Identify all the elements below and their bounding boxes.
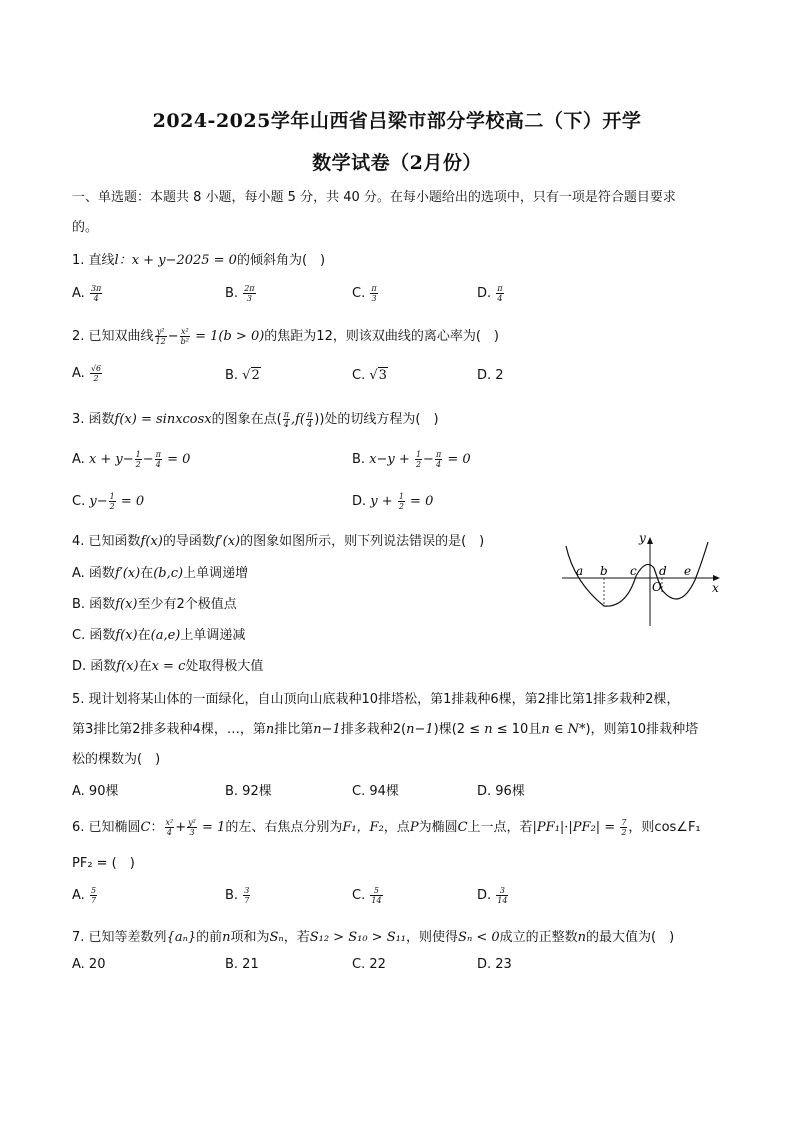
- denominator: 2: [93, 374, 99, 383]
- numerator: 3: [244, 886, 250, 895]
- minus-sign: −: [167, 329, 179, 344]
- numerator: x²: [180, 327, 189, 336]
- label-origin: O: [652, 580, 662, 594]
- q5-stem-line3: 松的棵数为( ): [72, 752, 161, 767]
- q2-option-a[interactable]: [72, 364, 103, 383]
- numerator: π: [283, 410, 289, 419]
- denominator: 12: [155, 337, 166, 346]
- q7-option-d[interactable]: D. 23: [477, 957, 512, 972]
- q3-option-c[interactable]: [72, 492, 144, 511]
- text: ，若: [283, 930, 310, 945]
- denominator: 2: [109, 502, 115, 511]
- numerator: π: [307, 410, 313, 419]
- numerator: 1: [109, 492, 115, 501]
- q6-option-b[interactable]: [225, 886, 251, 905]
- fraction: [90, 886, 97, 905]
- option-label: C.: [352, 888, 366, 903]
- q7-stem: [72, 926, 674, 945]
- math: n: [577, 930, 587, 945]
- fraction: [90, 284, 102, 303]
- denominator: 3: [189, 828, 195, 837]
- fraction: [155, 450, 162, 469]
- option-math: (b,c): [153, 566, 184, 581]
- option-math: f′(x): [114, 566, 141, 581]
- option-label: C.: [72, 494, 86, 509]
- expr-end: = 0: [116, 494, 145, 509]
- text: 项和为: [230, 930, 270, 945]
- text: )，则第10排栽种塔: [585, 722, 699, 737]
- q1-option-a[interactable]: [72, 284, 103, 303]
- expr: y−: [89, 494, 108, 509]
- minus-sign: −: [423, 452, 434, 467]
- option-math: (a,e): [150, 628, 181, 643]
- q6-option-c[interactable]: [352, 886, 384, 905]
- numerator: y²: [155, 327, 167, 337]
- denominator: 3: [371, 294, 377, 303]
- numerator: 1: [398, 492, 404, 501]
- q3-option-a[interactable]: [72, 450, 190, 469]
- math: P: [409, 820, 419, 835]
- y-axis-arrow: [647, 537, 653, 544]
- q5-option-c[interactable]: C. 94棵: [352, 784, 399, 799]
- q2-question: 的焦距为12，则该双曲线的离心率为( ): [264, 329, 499, 344]
- option-label: D.: [477, 286, 492, 301]
- math: = 1: [197, 820, 226, 835]
- option-text: 处取得极大值: [185, 659, 264, 674]
- denominator: 2: [398, 502, 404, 511]
- option-text: 上单调递减: [180, 628, 246, 643]
- option-label: B.: [352, 452, 366, 467]
- option-text: D. 函数: [72, 659, 117, 674]
- numerator: 2π: [244, 284, 255, 293]
- option-value: 2: [495, 368, 504, 383]
- option-text: 在: [140, 566, 154, 581]
- fraction: [496, 284, 503, 303]
- numerator: π: [155, 450, 161, 459]
- q3-option-b[interactable]: [352, 450, 471, 469]
- option-label: B.: [225, 368, 239, 383]
- numerator: 5: [90, 886, 97, 895]
- fraction: [370, 886, 382, 905]
- text: ，则cos∠F₁: [628, 820, 701, 835]
- text: ：: [150, 820, 164, 835]
- fraction: [370, 284, 377, 303]
- denominator: 4: [436, 460, 442, 469]
- numerator: 1: [415, 450, 422, 459]
- option-text: C. 函数: [72, 628, 116, 643]
- denominator: 4: [93, 294, 99, 303]
- denominator: 14: [371, 896, 382, 905]
- expr: y +: [370, 494, 397, 509]
- q3-function: f(x) = sinxcosx: [114, 412, 212, 427]
- numerator: 5: [370, 886, 382, 896]
- text: 的最大值为( ): [586, 930, 675, 945]
- denominator: 4: [283, 420, 289, 429]
- fraction: [283, 410, 290, 429]
- text: 排比第: [274, 722, 314, 737]
- q1-stem: [72, 249, 325, 268]
- exam-title-line2: 数学试卷（2月份）: [312, 152, 482, 174]
- math: {aₙ}: [166, 930, 197, 945]
- option-label: D.: [352, 494, 367, 509]
- fraction: [187, 818, 197, 837]
- numerator: y²: [188, 818, 196, 827]
- option-label: D.: [477, 888, 492, 903]
- section-heading: 一、单选题：本题共 8 小题，每小题 5 分，共 40 分。在每小题给出的选项中，只有一项是符合题目要求: [72, 190, 676, 205]
- q1-var: l: [114, 253, 119, 268]
- q1-option-b[interactable]: [225, 284, 257, 303]
- q4-stem: [72, 530, 484, 549]
- fraction: [415, 450, 422, 469]
- text: )棵(2 ≤: [433, 722, 485, 737]
- numerator: 1: [135, 450, 141, 459]
- fraction: [180, 327, 190, 346]
- q7-option-c[interactable]: C. 22: [352, 957, 386, 972]
- q2-equation: = 1(b > 0): [190, 329, 265, 344]
- q5-stem-line1: 5. 现计划将某山体的一面绿化，自山顶向山底栽种10排塔松，第1排栽种6棵，第2排比第1排多栽种2棵，: [72, 692, 680, 707]
- denominator: 7: [90, 896, 97, 905]
- numerator: 7: [621, 818, 627, 827]
- derivative-graph: [560, 528, 726, 628]
- math: n−1: [406, 722, 434, 737]
- text: 上一点，若: [467, 820, 533, 835]
- label-c: c: [630, 564, 637, 578]
- option-text: B. 函数: [72, 597, 116, 612]
- section-heading-cont: 的。: [72, 220, 99, 235]
- q6-stem-line2: PF₂ = ( ): [72, 856, 135, 871]
- fraction: [496, 886, 508, 905]
- fraction: [243, 886, 250, 905]
- option-math: f(x): [115, 597, 138, 612]
- minus-sign: −: [142, 452, 154, 467]
- q1-option-c[interactable]: [352, 284, 379, 303]
- math: |PF₁|·|PF₂| =: [532, 820, 620, 835]
- denominator: 2: [135, 460, 141, 469]
- q3-stem: [72, 408, 439, 429]
- option-math: f(x): [116, 659, 139, 674]
- denominator: 4: [166, 828, 172, 837]
- math: Sₙ: [269, 930, 284, 945]
- denominator: b²: [180, 337, 189, 346]
- q4-option-a[interactable]: [72, 562, 248, 581]
- denominator: 2: [621, 828, 627, 837]
- radicand: 2: [251, 368, 260, 383]
- label-x: x: [712, 581, 719, 595]
- numerator: √6: [90, 364, 102, 373]
- option-label: D.: [477, 368, 492, 383]
- fraction: [398, 492, 405, 511]
- denominator: 4: [497, 294, 503, 303]
- plus-sign: +: [175, 820, 187, 835]
- text: 排多栽种2(: [340, 722, 407, 737]
- expr-end: = 0: [405, 494, 434, 509]
- option-math: f(x): [115, 628, 138, 643]
- expr: x + y−: [88, 452, 134, 467]
- q7-option-b[interactable]: B. 21: [225, 957, 259, 972]
- label-e: e: [684, 564, 692, 578]
- fraction: [620, 818, 627, 837]
- numerator: 3: [496, 886, 508, 896]
- q5-option-a[interactable]: A. 90棵: [72, 784, 119, 799]
- math: C: [457, 820, 468, 835]
- option-label: A.: [72, 888, 85, 903]
- label-b: b: [600, 564, 608, 578]
- numerator: 3π: [90, 284, 102, 293]
- denominator: 4: [307, 420, 313, 429]
- fraction: [306, 410, 313, 429]
- fraction: [165, 818, 175, 837]
- option-math: x = c: [151, 659, 186, 674]
- q6-stem-line1: [72, 816, 701, 837]
- math: F₁，F₂: [342, 820, 384, 835]
- q2-stem: [72, 325, 499, 346]
- q4-option-c[interactable]: [72, 624, 245, 643]
- radicand: 3: [378, 368, 387, 383]
- math: S₁₂ > S₁₀ > S₁₁: [309, 930, 407, 945]
- q4-function: f(x): [140, 534, 163, 549]
- q3-option-d[interactable]: [352, 492, 433, 511]
- q4-option-b[interactable]: [72, 593, 237, 612]
- math: n: [265, 722, 275, 737]
- q2-option-c[interactable]: [352, 368, 388, 383]
- q1-question: 的倾斜角为( ): [236, 253, 326, 268]
- q1-equation: ：x + y−2025 = 0: [118, 253, 237, 268]
- fraction: [109, 492, 116, 511]
- math: Sₙ < 0: [458, 930, 500, 945]
- expr-end: = 0: [443, 452, 471, 467]
- denominator: 2: [415, 460, 422, 469]
- text: ，则使得: [406, 930, 459, 945]
- option-label: A.: [72, 452, 85, 467]
- sqrt: √2: [242, 368, 260, 383]
- q5-option-d[interactable]: D. 96棵: [477, 784, 525, 799]
- text: 的前: [196, 930, 223, 945]
- math: n: [222, 930, 231, 945]
- q6-option-d[interactable]: [477, 886, 509, 905]
- q6-option-a[interactable]: [72, 886, 98, 905]
- text: ≤ 10且: [492, 722, 542, 737]
- sqrt: √3: [369, 368, 387, 383]
- numerator: π: [497, 284, 503, 293]
- text: 成立的正整数: [499, 930, 578, 945]
- text: ，点: [383, 820, 410, 835]
- q5-stem-line2: [72, 718, 698, 737]
- math: n−1: [313, 722, 341, 737]
- label-a: a: [576, 564, 584, 578]
- q2-option-b[interactable]: [225, 368, 261, 383]
- math: n: [484, 722, 493, 737]
- q5-option-b[interactable]: B. 92棵: [225, 784, 272, 799]
- fraction: [135, 450, 142, 469]
- math: n ∈ N*: [541, 722, 586, 737]
- option-text: 在: [137, 628, 151, 643]
- q1-stem-text: 1. 直线: [72, 253, 115, 268]
- option-text: 至少有2个极值点: [137, 597, 237, 612]
- fraction: [90, 364, 102, 383]
- text: 7. 已知等差数列: [72, 930, 167, 945]
- q3-stem-text: ,f(: [290, 412, 305, 427]
- q3-stem-text: 3. 函数: [72, 412, 115, 427]
- numerator: π: [435, 450, 442, 459]
- denominator: 14: [497, 896, 508, 905]
- text: 第3排比第2排多栽种4棵，…，第: [72, 722, 266, 737]
- numerator: x²: [165, 818, 174, 827]
- math: C: [140, 820, 151, 835]
- denominator: 4: [155, 460, 161, 469]
- fraction: [155, 327, 167, 346]
- option-label: B.: [225, 888, 239, 903]
- label-y: y: [639, 531, 646, 545]
- text: 的左、右焦点分别为: [225, 820, 343, 835]
- option-text: 在: [138, 659, 152, 674]
- q4-derivative: f′(x): [214, 534, 241, 549]
- denominator: 3: [246, 294, 252, 303]
- denominator: 7: [244, 896, 250, 905]
- q2-option-d[interactable]: [477, 368, 504, 383]
- text: 为椭圆: [418, 820, 458, 835]
- q4-option-d[interactable]: [72, 655, 263, 674]
- option-text: A. 函数: [72, 566, 115, 581]
- q3-stem-text: 的图象在点(: [211, 412, 282, 427]
- q3-question: ))处的切线方程为( ): [314, 412, 439, 427]
- q2-stem-text: 2. 已知双曲线: [72, 329, 154, 344]
- option-text: 上单调递增: [183, 566, 249, 581]
- q7-option-a[interactable]: A. 20: [72, 957, 106, 972]
- q4-stem-text: 4. 已知函数: [72, 534, 141, 549]
- option-label: C.: [352, 286, 366, 301]
- fraction: [435, 450, 442, 469]
- numerator: π: [371, 284, 377, 293]
- expr-end: = 0: [162, 452, 191, 467]
- option-label: C.: [352, 368, 366, 383]
- option-label: B.: [225, 286, 239, 301]
- expr: x−y +: [369, 452, 414, 467]
- label-d: d: [659, 564, 667, 578]
- q1-option-d[interactable]: [477, 284, 505, 303]
- fraction: [243, 284, 255, 303]
- exam-title-line1: 2024-2025学年山西省吕梁市部分学校高二（下）开学: [152, 110, 642, 132]
- option-label: A.: [72, 366, 85, 381]
- option-label: A.: [72, 286, 85, 301]
- q4-stem-text: 的导函数: [162, 534, 215, 549]
- q4-question: 的图象如图所示，则下列说法错误的是( ): [240, 534, 485, 549]
- text: 6. 已知椭圆: [72, 820, 141, 835]
